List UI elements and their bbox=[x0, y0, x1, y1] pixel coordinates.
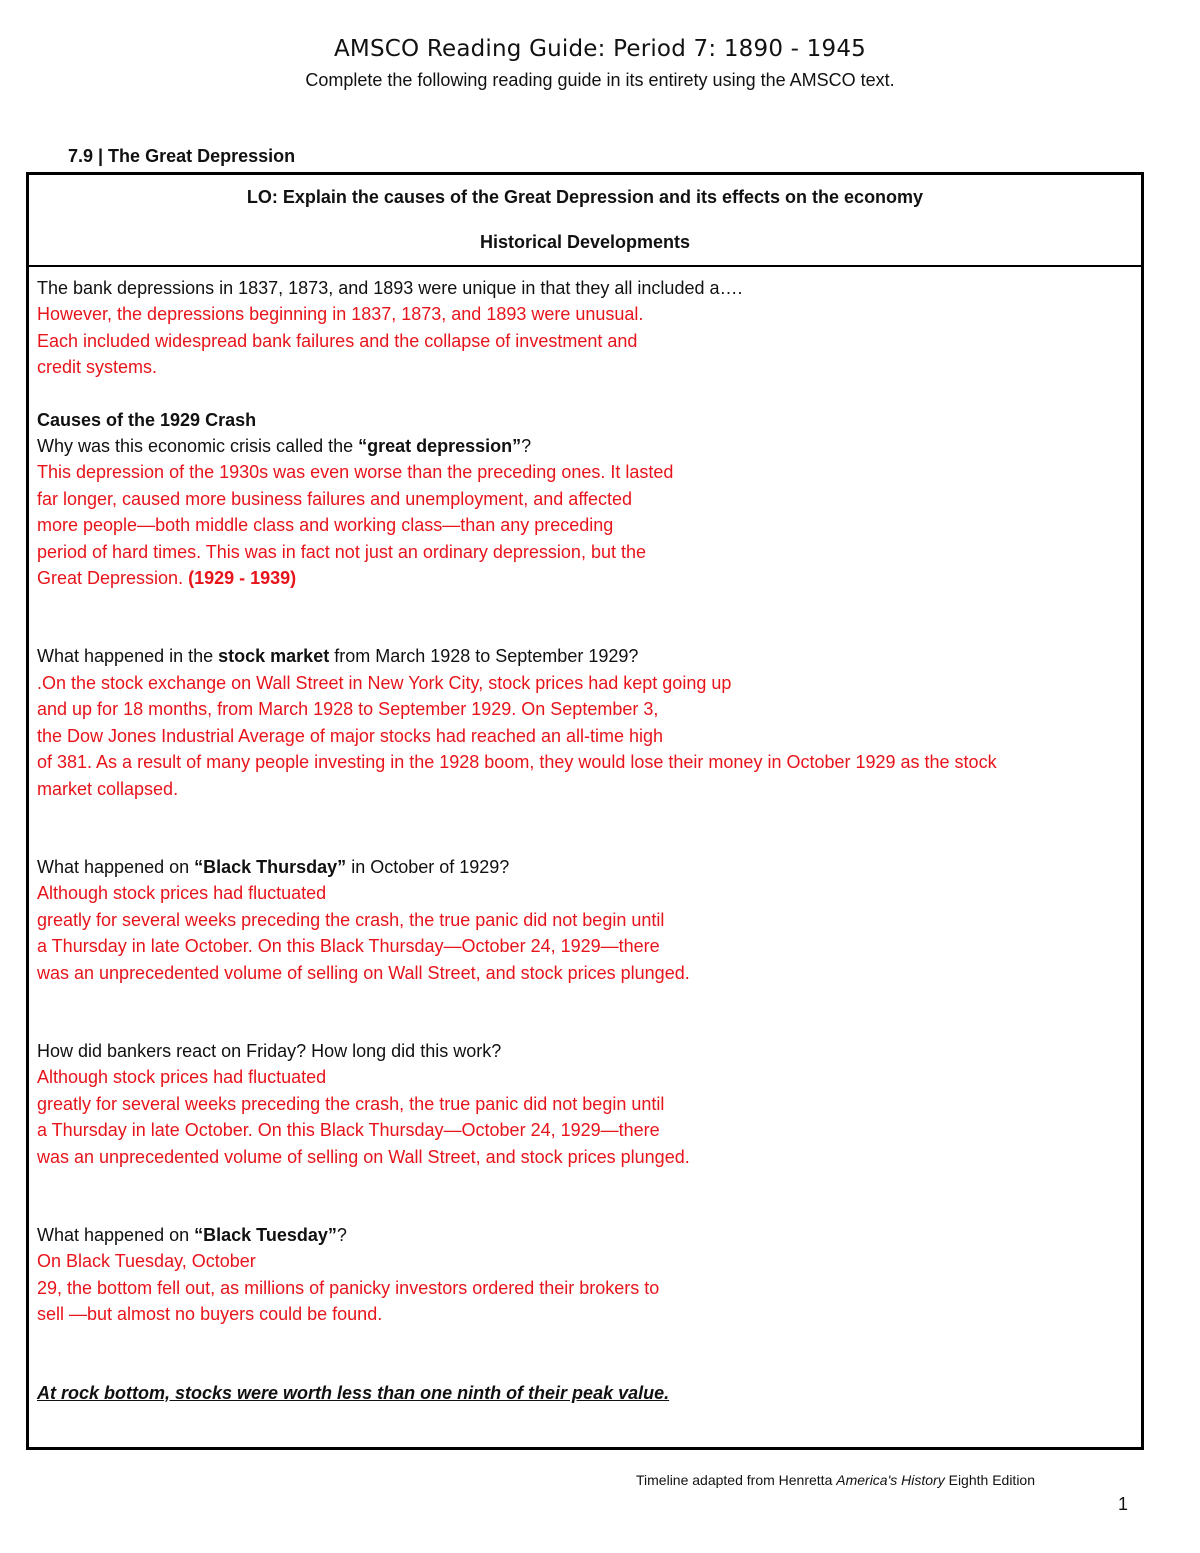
answer-line: Although stock prices had fluctuated bbox=[37, 1067, 327, 1088]
section-heading: 7.9 | The Great Depression bbox=[68, 146, 296, 166]
answer-line: 29, the bottom fell out, as millions of panicky investors ordered their brokers to bbox=[37, 1277, 660, 1298]
answer-line: However, the depressions beginning in 1837, 1873, and 1893 were unusual. bbox=[37, 304, 644, 325]
answer-5 bbox=[37, 1064, 1132, 1170]
guide-content bbox=[37, 275, 1132, 1406]
answer-3 bbox=[37, 670, 1132, 802]
answer-line: greatly for several weeks preceding the crash, the true panic did not begin until bbox=[37, 909, 665, 930]
answer-line: far longer, caused more business failures and unemployment, and affected bbox=[37, 488, 633, 509]
answer-4 bbox=[37, 880, 1132, 986]
question-1: The bank depressions in 1837, 1873, and 1893 were unique in that they all included a…. bbox=[37, 278, 743, 298]
answer-line: .On the stock exchange on Wall Street in New York City, stock prices had kept going up bbox=[37, 672, 732, 693]
answer-line: sell —but almost no buyers could be found. bbox=[37, 1304, 383, 1325]
answer-line: market collapsed. bbox=[37, 778, 179, 799]
answer-line: was an unprecedented volume of selling on Wall Street, and stock prices plunged. bbox=[37, 1146, 690, 1167]
question-4: What happened on “Black Thursday” in October of 1929? bbox=[37, 856, 510, 877]
question-5: How did bankers react on Friday? How long did this work? bbox=[37, 1040, 502, 1061]
learning-objective: LO: Explain the causes of the Great Depression and its effects on the economy bbox=[246, 187, 924, 207]
answer-line: was an unprecedented volume of selling on Wall Street, and stock prices plunged. bbox=[37, 962, 690, 983]
historical-developments-heading: Historical Developments bbox=[479, 232, 691, 252]
document-title: AMSCO Reading Guide: Period 7: 1890 - 1945 bbox=[333, 36, 867, 62]
answer-line: This depression of the 1930s was even worse than the preceding ones. It lasted bbox=[37, 462, 674, 483]
answer-line: credit systems. bbox=[37, 357, 158, 378]
question-2: Why was this economic crisis called the “great depression”? bbox=[37, 436, 532, 457]
answer-line: greatly for several weeks preceding the crash, the true panic did not begin until bbox=[37, 1093, 665, 1114]
answer-line: of 381. As a result of many people investing in the 1928 boom, they would lose their money in October 1929 as the stock bbox=[37, 752, 997, 773]
question-6: What happened on “Black Tuesday”? bbox=[37, 1224, 347, 1245]
page-number: 1 bbox=[1118, 1494, 1129, 1514]
box-header bbox=[29, 175, 1141, 267]
answer-line: On Black Tuesday, October bbox=[37, 1251, 256, 1272]
causes-heading: Causes of the 1929 Crash bbox=[37, 409, 257, 430]
answer-2 bbox=[37, 459, 1132, 591]
final-statement: At rock bottom, stocks were worth less than one ninth of their peak value. bbox=[37, 1382, 670, 1403]
document-subtitle: Complete the following reading guide in its entirety using the AMSCO text. bbox=[305, 70, 895, 90]
answer-line: the Dow Jones Industrial Average of major stocks had reached an all-time high bbox=[37, 725, 664, 746]
reading-guide-box bbox=[26, 172, 1144, 1450]
answer-line: Great Depression. (1929 - 1939) bbox=[37, 568, 297, 589]
answer-1 bbox=[37, 301, 1132, 380]
answer-line: a Thursday in late October. On this Black Thursday—October 24, 1929—there bbox=[37, 936, 660, 957]
answer-6 bbox=[37, 1248, 1132, 1327]
answer-line: Although stock prices had fluctuated bbox=[37, 883, 327, 904]
footer-credit: Timeline adapted from Henretta America's History Eighth Edition bbox=[636, 1472, 1036, 1488]
question-3: What happened in the stock market from March 1928 to September 1929? bbox=[37, 646, 639, 667]
answer-line: a Thursday in late October. On this Black Thursday—October 24, 1929—there bbox=[37, 1120, 660, 1141]
answer-line: Each included widespread bank failures and the collapse of investment and bbox=[37, 330, 638, 351]
answer-line: period of hard times. This was in fact not just an ordinary depression, but the bbox=[37, 541, 646, 562]
answer-line: more people—both middle class and working class—than any preceding bbox=[37, 515, 614, 536]
answer-line: and up for 18 months, from March 1928 to September 1929. On September 3, bbox=[37, 699, 659, 720]
